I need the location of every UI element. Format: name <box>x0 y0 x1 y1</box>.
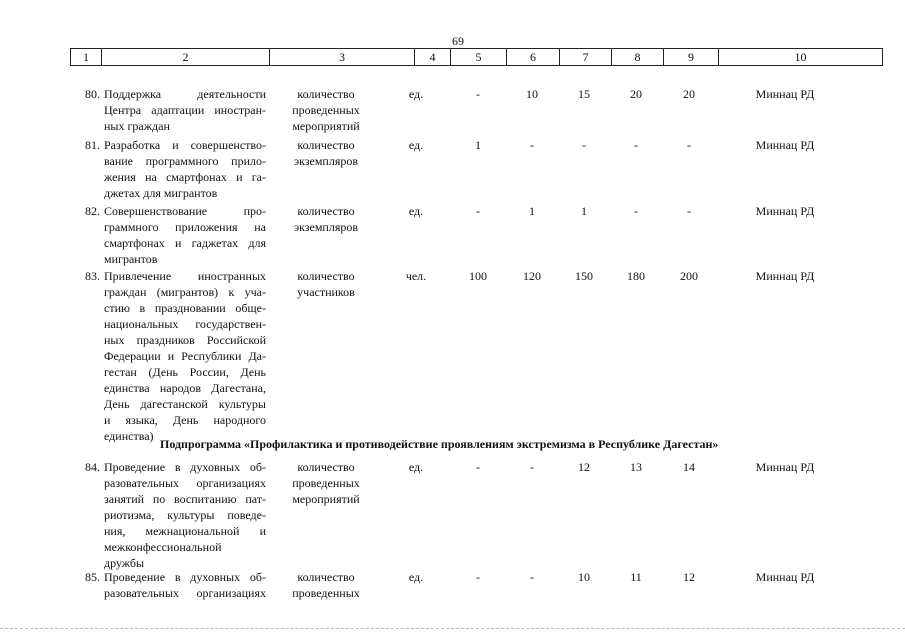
row-unit: ед. <box>408 460 424 474</box>
row-value-8: - <box>634 138 638 152</box>
header-col-9: 9 <box>664 49 719 65</box>
row-activity <box>104 459 266 571</box>
row-unit: ед. <box>408 570 424 584</box>
indicator-line: количество <box>297 460 355 474</box>
activity-line: единства) <box>104 429 154 443</box>
indicator-line: мероприятий <box>292 492 360 506</box>
activity-line: Центра адаптации иностран- <box>104 103 266 117</box>
activity-line: дружбы <box>104 556 145 570</box>
row-indicator <box>286 459 366 507</box>
activity-line: Федерации и Республики Да- <box>104 349 266 363</box>
header-col-1: 1 <box>71 49 102 65</box>
row-value-5: - <box>476 204 480 218</box>
activity-line: граждан (мигрантов) к уча- <box>104 285 266 299</box>
row-value-7: 150 <box>575 269 593 283</box>
indicator-line: экземпляров <box>293 154 359 168</box>
indicator-line: проведенных <box>292 103 360 117</box>
row-value-5: - <box>476 570 480 584</box>
row-value-5: 1 <box>475 138 481 152</box>
header-col-10: 10 <box>794 50 807 64</box>
row-value-9: 14 <box>683 460 695 474</box>
activity-line: граммного приложения на <box>104 220 266 234</box>
activity-line: вание программного прило- <box>104 154 266 168</box>
row-value-5: 100 <box>469 269 487 283</box>
activity-line: и языка, День народного <box>104 413 266 427</box>
row-activity <box>104 569 266 601</box>
row-indicator <box>286 268 366 300</box>
activity-line: Привлечение иностранных <box>104 269 266 283</box>
header-col-2: 2 <box>102 49 270 65</box>
activity-line: Проведение в духовных об- <box>104 570 266 584</box>
row-activity <box>104 137 266 201</box>
row-value-6: 10 <box>526 87 538 101</box>
indicator-line: проведенных <box>292 476 360 490</box>
header-col-4: 4 <box>415 49 451 65</box>
row-value-6: - <box>530 570 534 584</box>
row-indicator <box>286 137 366 169</box>
activity-line: джетах для мигрантов <box>104 186 218 200</box>
activity-line: смартфонах и гаджетах для <box>104 236 266 250</box>
activity-line: ния, межнациональной и <box>104 524 266 538</box>
row-activity <box>104 203 266 267</box>
row-number: 81. <box>85 138 100 152</box>
activity-line: ных праздников Российской <box>104 333 266 347</box>
row-number: 83. <box>85 269 100 283</box>
activity-line: мигрантов <box>104 252 158 266</box>
table-header <box>70 48 883 66</box>
activity-line: День дагестанской культуры <box>104 397 266 411</box>
header-col-6: 6 <box>507 49 560 65</box>
activity-line: занятий по воспитанию пат- <box>104 492 266 506</box>
row-value-6: - <box>530 460 534 474</box>
row-unit: ед. <box>408 87 424 101</box>
row-number: 84. <box>85 460 100 474</box>
indicator-line: экземпляров <box>293 220 359 234</box>
row-value-8: 11 <box>630 570 642 584</box>
indicator-line: мероприятий <box>292 119 360 133</box>
row-value-9: - <box>687 204 691 218</box>
row-value-7: 10 <box>578 570 590 584</box>
row-value-8: 20 <box>630 87 642 101</box>
indicator-line: количество <box>297 204 355 218</box>
indicator-line: проведенных <box>292 586 360 600</box>
row-value-7: - <box>582 138 586 152</box>
row-activity <box>104 86 266 134</box>
row-value-8: 13 <box>630 460 642 474</box>
row-unit: ед. <box>408 138 424 152</box>
row-executor: Миннац РД <box>755 204 815 218</box>
row-executor: Миннац РД <box>755 138 815 152</box>
row-value-9: 20 <box>683 87 695 101</box>
subprogram-title: Подпрограмма «Профилактика и противодействие проявлениям экстремизма в Республике Дагестан» <box>160 437 719 451</box>
scan-edge-line <box>0 628 905 629</box>
row-number: 82. <box>85 204 100 218</box>
row-executor: Миннац РД <box>755 269 815 283</box>
row-value-9: - <box>687 138 691 152</box>
row-number: 85. <box>85 570 100 584</box>
header-col-5: 5 <box>451 49 507 65</box>
row-value-7: 12 <box>578 460 590 474</box>
row-value-5: - <box>476 87 480 101</box>
row-executor: Миннац РД <box>755 460 815 474</box>
row-value-9: 12 <box>683 570 695 584</box>
header-col-3: 3 <box>270 49 415 65</box>
row-number: 80. <box>85 87 100 101</box>
activity-line: единства народов Дагестана, <box>104 381 266 395</box>
row-indicator <box>286 86 366 134</box>
row-value-7: 15 <box>578 87 590 101</box>
row-value-6: 120 <box>523 269 541 283</box>
activity-line: Поддержка деятельности <box>104 87 266 101</box>
activity-line: ных граждан <box>104 119 170 133</box>
activity-line: Разработка и совершенство- <box>104 138 266 152</box>
row-value-6: 1 <box>529 204 535 218</box>
activity-line: жения на смартфонах и га- <box>104 170 266 184</box>
row-executor: Миннац РД <box>755 570 815 584</box>
row-indicator <box>286 569 366 601</box>
activity-line: гестан (День России, День <box>104 365 266 379</box>
activity-line: разовательных организациях <box>104 476 266 490</box>
activity-line: Проведение в духовных об- <box>104 460 266 474</box>
indicator-line: количество <box>297 138 355 152</box>
indicator-line: участников <box>297 285 355 299</box>
activity-line: стию в праздновании обще- <box>104 301 266 315</box>
row-unit: ед. <box>408 204 424 218</box>
row-value-8: - <box>634 204 638 218</box>
activity-line: разовательных организациях <box>104 586 266 600</box>
header-col-7: 7 <box>560 49 612 65</box>
indicator-line: количество <box>297 570 355 584</box>
activity-line: межконфессиональной <box>104 540 222 554</box>
row-value-6: - <box>530 138 534 152</box>
activity-line: национальных государствен- <box>104 317 266 331</box>
row-value-9: 200 <box>680 269 698 283</box>
indicator-line: количество <box>297 269 355 283</box>
row-activity <box>104 268 266 444</box>
indicator-line: количество <box>297 87 355 101</box>
activity-line: риотизма, культуры поведе- <box>104 508 266 522</box>
row-value-7: 1 <box>581 204 587 218</box>
activity-line: Совершенствование про- <box>104 204 266 218</box>
row-value-5: - <box>476 460 480 474</box>
row-unit: чел. <box>405 269 427 283</box>
row-value-8: 180 <box>627 269 645 283</box>
row-indicator <box>286 203 366 235</box>
page-number: 69 <box>452 34 464 48</box>
row-executor: Миннац РД <box>755 87 815 101</box>
header-col-8: 8 <box>612 49 664 65</box>
